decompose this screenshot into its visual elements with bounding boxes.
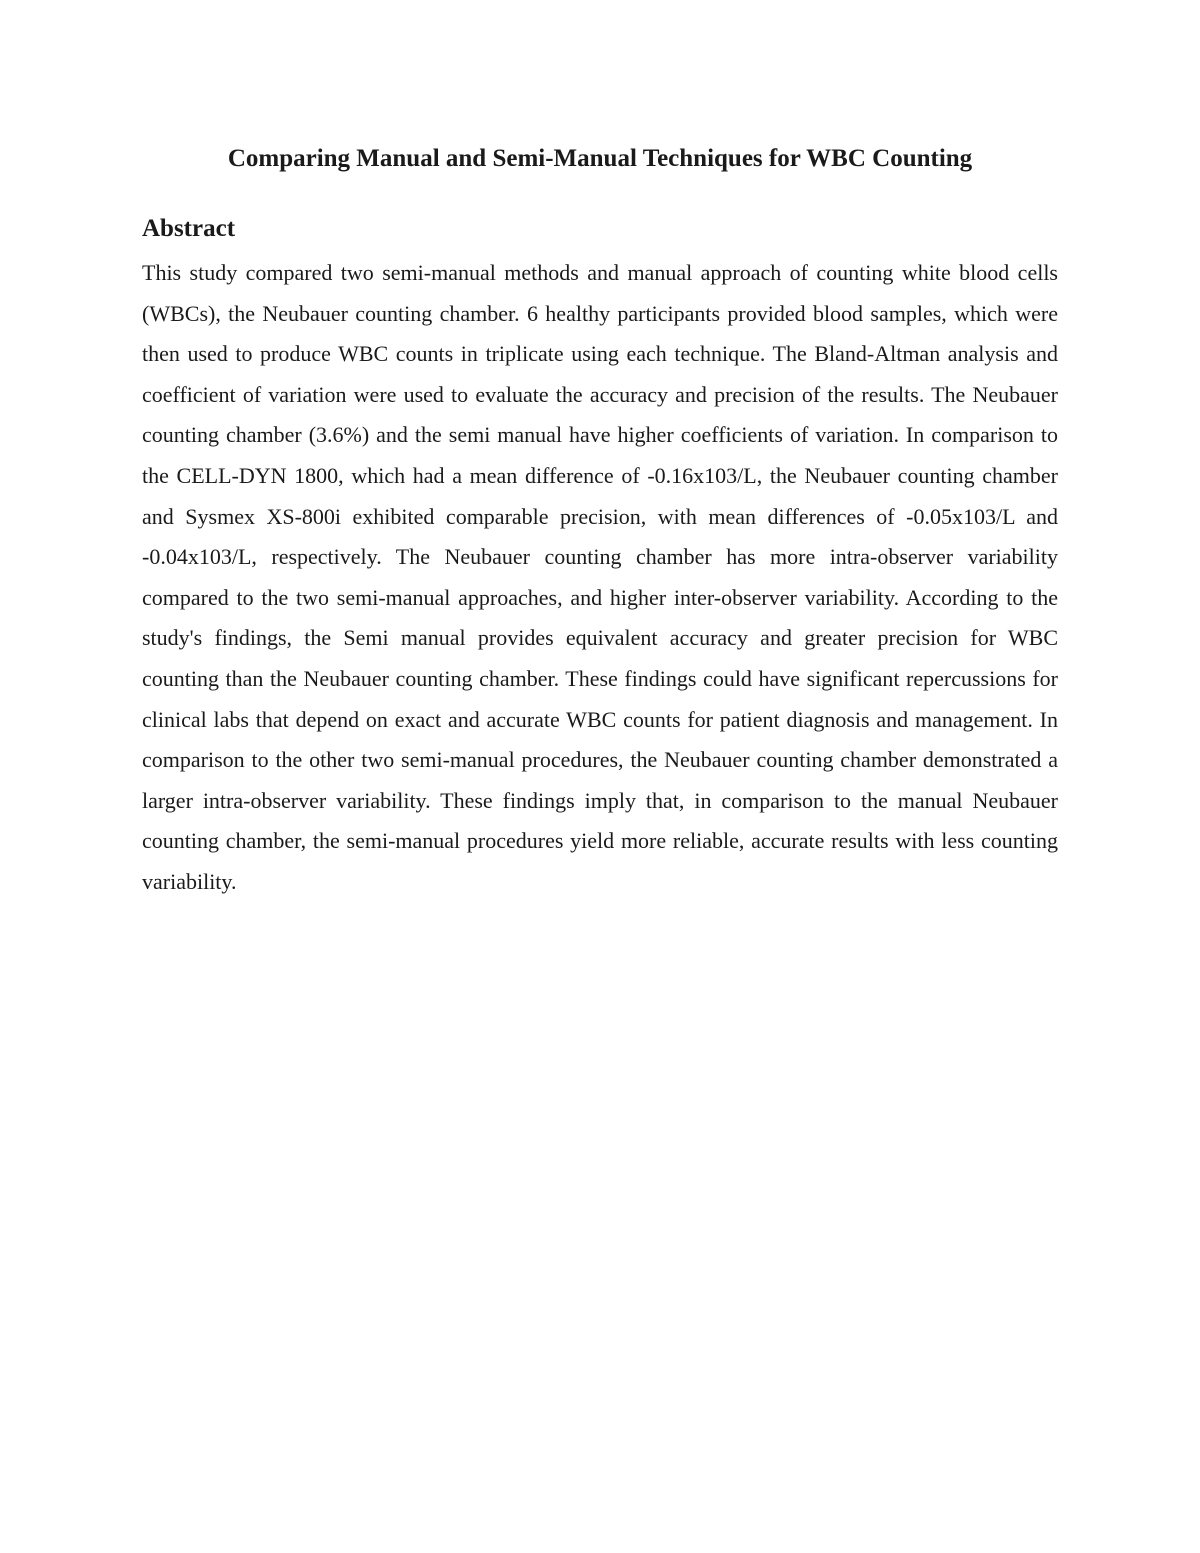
document-title: Comparing Manual and Semi-Manual Techniques for WBC Counting <box>227 145 973 172</box>
abstract-heading: Abstract <box>142 215 236 242</box>
abstract-body: This study compared two semi-manual methods and manual approach of counting white blood cells (WBCs), the Neubauer counting chamber. 6 healthy participants provided blood samples, which were then used to produce WBC counts in triplicate using each technique. The Bland-Altman analysis and coefficient of variation were used to evaluate the accuracy and precision of the results. The Neubauer counting chamber (3.6%) and the semi manual have higher coefficients of variation. In comparison to the CELL-DYN 1800, which had a mean difference of -0.16x103/L, the Neubauer counting chamber and Sysmex XS-800i exhibited comparable precision, with mean differences of -0.05x103/L and -0.04x103/L, respectively. The Neubauer counting chamber has more intra-observer variability compared to the two semi-manual approaches, and higher inter-observer variability. According to the study's findings, the Semi manual provides equivalent accuracy and greater precision for WBC counting than the Neubauer counting chamber. These findings could have significant repercussions for clinical labs that depend on exact and accurate WBC counts for patient diagnosis and management. In comparison to the other two semi-manual procedures, the Neubauer counting chamber demonstrated a larger intra-observer variability. These findings imply that, in comparison to the manual Neubauer counting chamber, the semi-manual procedures yield more reliable, accurate results with less counting variability. <box>142 260 1058 894</box>
